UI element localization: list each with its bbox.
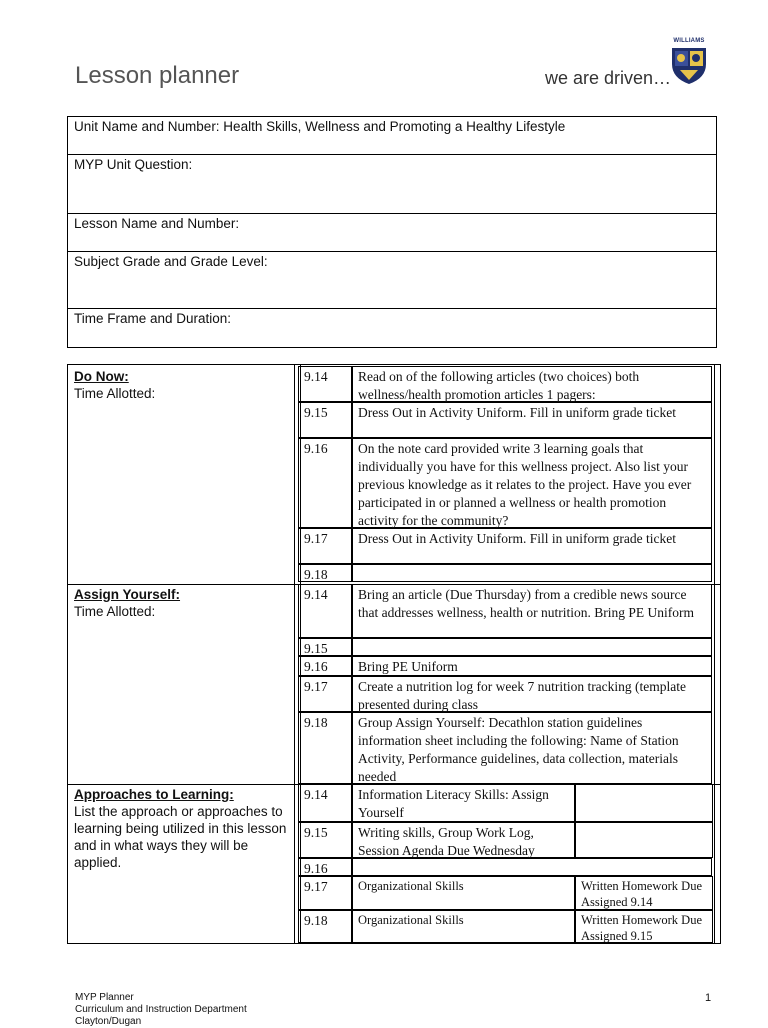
footer-line: Clayton/Dugan (75, 1016, 142, 1027)
assign-task: Group Assign Yourself: Decathlon station guidelines information sheet including the following: Name of Station Activity, Performance guidelines, data collection, materials needed (352, 712, 712, 784)
assign-date: 9.15 (298, 638, 352, 656)
assign-heading (74, 586, 294, 620)
time-frame-row: Time Frame and Duration: (74, 311, 232, 326)
page-number: 1 (705, 992, 712, 1004)
atl-note: Written Homework Due Assigned 9.15 (575, 910, 713, 943)
atl-note: Written Homework Due Assigned 9.14 (575, 876, 713, 910)
do-now-date: 9.16 (298, 438, 352, 528)
assign-date: 9.17 (298, 676, 352, 712)
assign-task: Bring an article (Due Thursday) from a credible news source that addresses wellness, health or nutrition. Bring PE Uniform (352, 584, 712, 638)
atl-heading (74, 786, 294, 871)
do-now-task: Dress Out in Activity Uniform. Fill in uniform grade ticket (352, 402, 712, 438)
unit-name-row: Unit Name and Number: Health Skills, Wellness and Promoting a Healthy Lifestyle (68, 117, 716, 155)
assign-date: 9.18 (298, 712, 352, 784)
do-now-heading (74, 368, 294, 402)
assign-time: Time Allotted: (74, 604, 156, 619)
footer (75, 992, 247, 1028)
do-now-date: 9.14 (298, 366, 352, 402)
atl-skill (352, 858, 712, 876)
atl-description: List the approach or approaches to learning being utilized in this lesson and in what ways they will be applied. (74, 804, 287, 870)
tagline: we are driven… (545, 68, 672, 88)
atl-skill: Organizational Skills (352, 876, 575, 910)
atl-note (575, 784, 713, 822)
column-divider (714, 365, 715, 943)
assign-task: Bring PE Uniform (352, 656, 712, 676)
assign-date: 9.14 (298, 584, 352, 638)
atl-skill: Writing skills, Group Work Log, Session Agenda Due Wednesday (352, 822, 575, 858)
do-now-date: 9.15 (298, 402, 352, 438)
do-now-time: Time Allotted: (74, 386, 156, 401)
assign-title: Assign Yourself: (74, 587, 181, 602)
grade-level-row: Subject Grade and Grade Level: (68, 252, 716, 309)
unit-info-table (67, 116, 717, 348)
footer-line: MYP Planner (75, 992, 134, 1003)
atl-note (575, 822, 713, 858)
assign-task (352, 638, 712, 656)
unit-question-row: MYP Unit Question: (68, 155, 716, 214)
column-divider (294, 365, 295, 943)
page-title: Lesson planner (75, 62, 240, 89)
atl-title: Approaches to Learning: (74, 787, 234, 802)
assign-task: Create a nutrition log for week 7 nutrition tracking (template presented during class (352, 676, 712, 712)
atl-date: 9.16 (298, 858, 352, 876)
atl-skill: Organizational Skills (352, 910, 575, 943)
do-now-task: Dress Out in Activity Uniform. Fill in uniform grade ticket (352, 528, 712, 564)
do-now-task: Read on of the following articles (two choices) both wellness/health promotion articles 1 pagers: (352, 366, 712, 402)
atl-skill: Information Literacy Skills: Assign Yourself (352, 784, 575, 822)
footer-line: Curriculum and Instruction Department (75, 1004, 247, 1015)
atl-date: 9.17 (298, 876, 352, 910)
atl-date: 9.18 (298, 910, 352, 943)
lesson-name-row: Lesson Name and Number: (68, 214, 716, 252)
do-now-task (352, 564, 712, 582)
atl-date: 9.14 (298, 784, 352, 822)
logo-wordmark: WILLIAMS (673, 38, 705, 44)
atl-date: 9.15 (298, 822, 352, 858)
do-now-date: 9.17 (298, 528, 352, 564)
do-now-title: Do Now: (74, 369, 129, 384)
do-now-date: 9.18 (298, 564, 352, 582)
do-now-task: On the note card provided write 3 learning goals that individually you have for this wellness project. Also list your previous knowledge as it relates to the project. Have you ever participated in or planned a wellness or health promotion activity for the community? (352, 438, 712, 528)
assign-date: 9.16 (298, 656, 352, 676)
